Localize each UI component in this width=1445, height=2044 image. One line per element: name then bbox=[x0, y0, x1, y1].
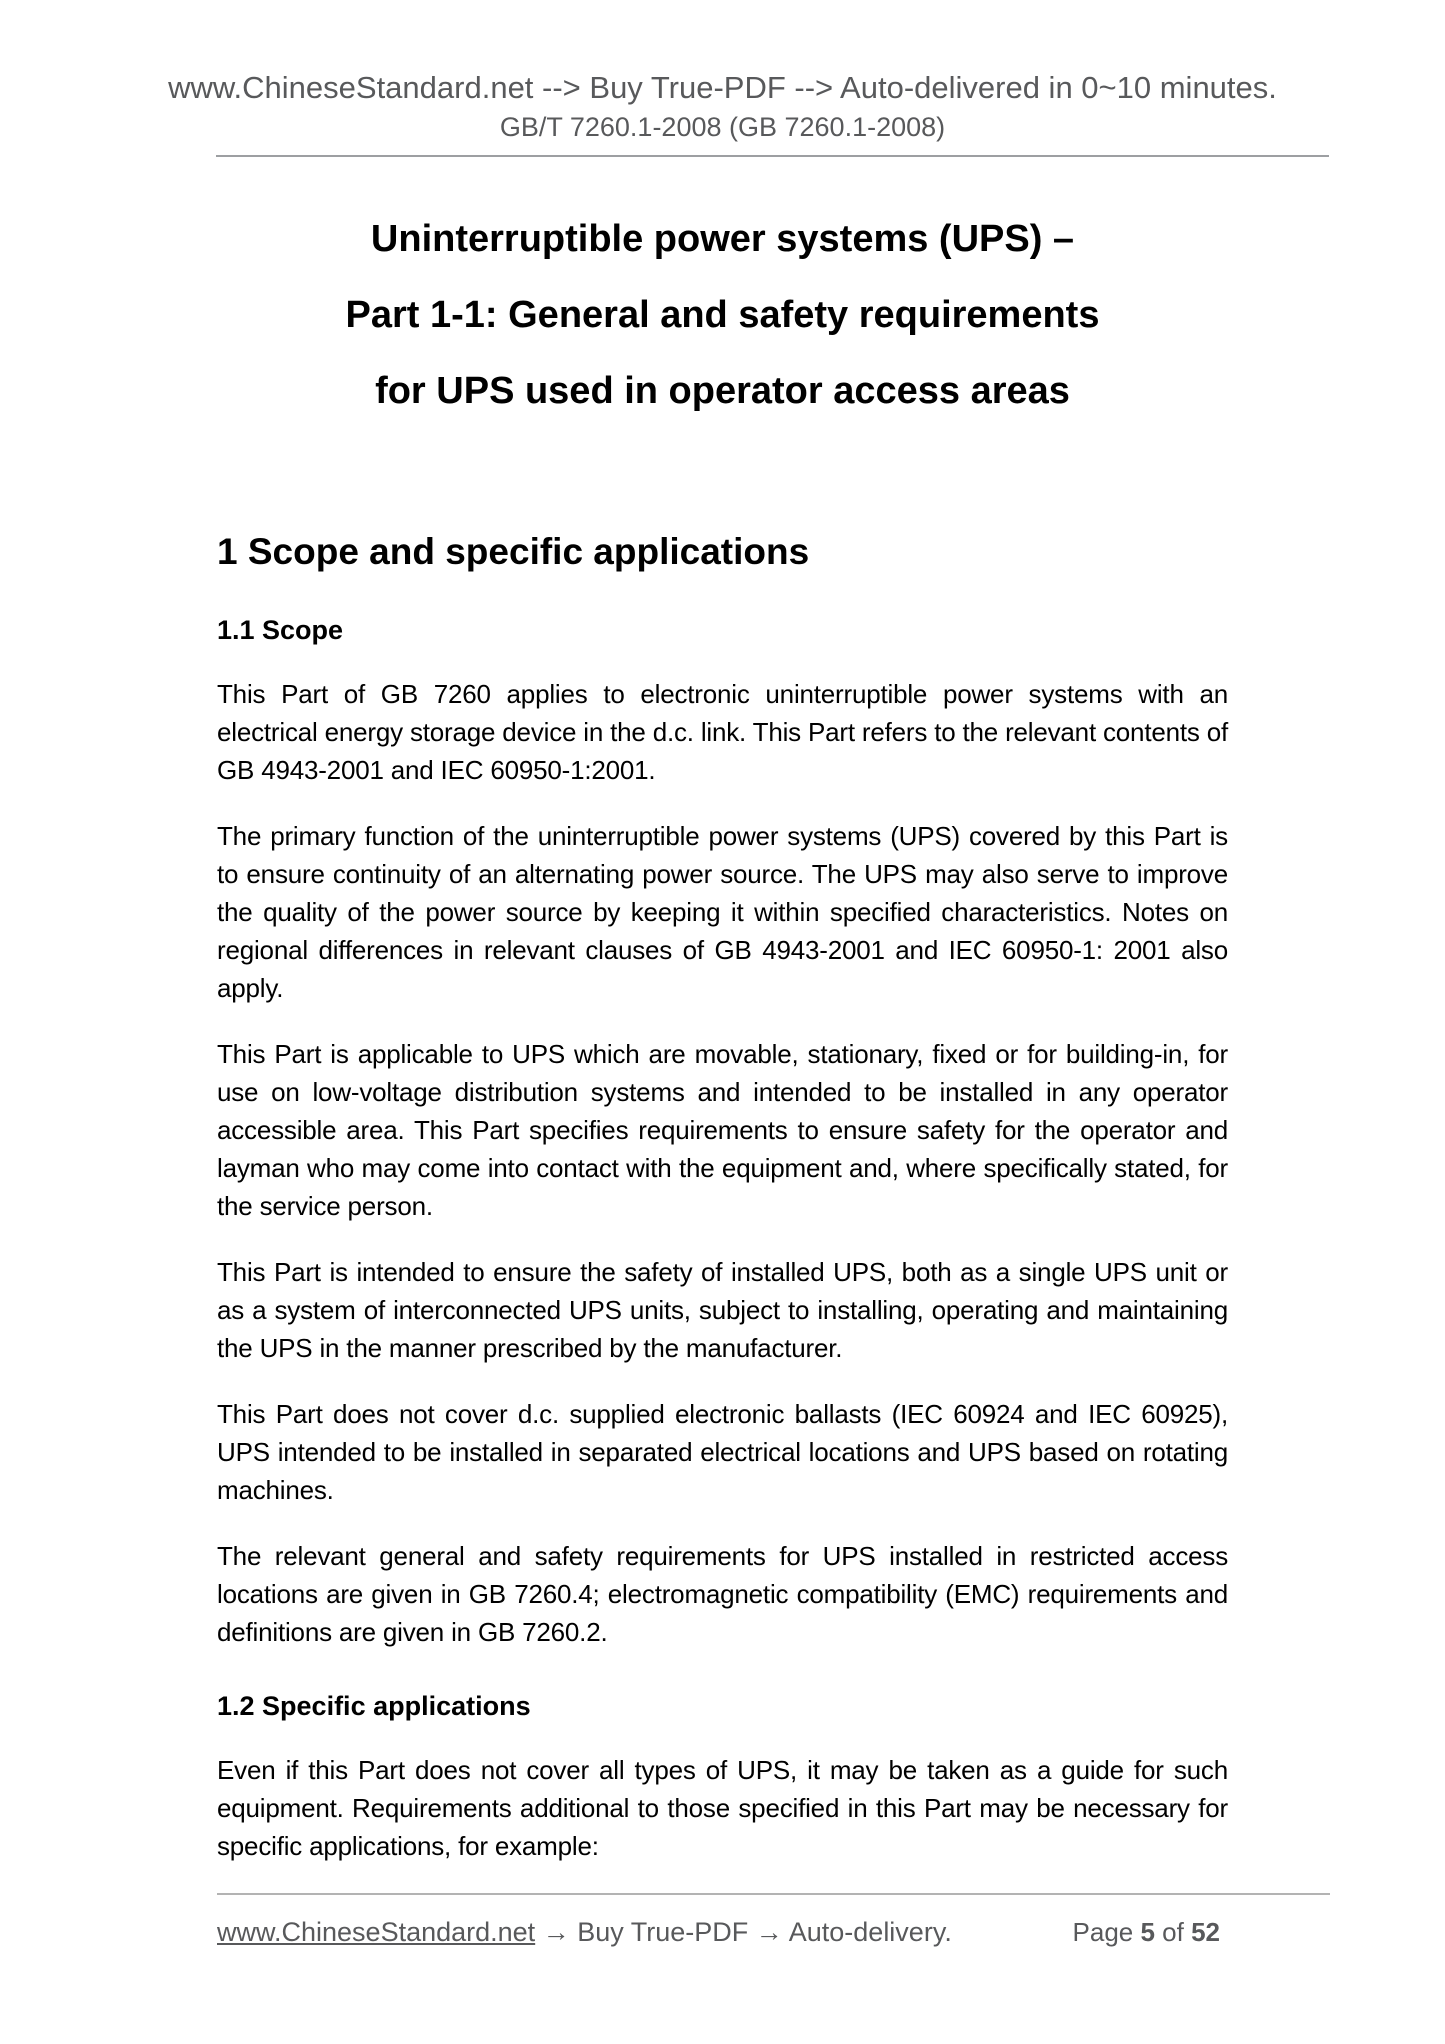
footer-page-of: of bbox=[1154, 1917, 1192, 1947]
header-standard-number: GB/T 7260.1-2008 (GB 7260.1-2008) bbox=[499, 112, 946, 142]
document-body bbox=[217, 529, 1228, 1865]
page-header bbox=[0, 0, 1445, 142]
footer-delivery-text: → Buy True-PDF → Auto-delivery. bbox=[535, 1917, 952, 1947]
footer-page-indicator bbox=[1073, 1917, 1220, 1948]
footer-page-current: 5 bbox=[1140, 1917, 1155, 1947]
page-footer bbox=[217, 1893, 1330, 1948]
footer-page-total: 52 bbox=[1191, 1917, 1220, 1947]
paragraph-scope-6: The relevant general and safety requirements for UPS installed in restricted access locations are given in GB 7260.4; electromagnetic compatibility (EMC) requirements and definitions are given in GB 7260.2. bbox=[217, 1541, 1228, 1647]
subsection-heading-scope: 1.1 Scope bbox=[217, 615, 344, 645]
document-title bbox=[0, 201, 1445, 429]
paragraph-scope-2: The primary function of the uninterruptible power systems (UPS) covered by this Part is to ensure continuity of an alternating power source. The UPS may also serve to improve the quality of the power source by keeping it within specified characteristics. Notes on regional differences in relevant clauses of GB 4943-2001 and IEC 60950-1: 2001 also apply. bbox=[217, 821, 1228, 1003]
paragraph-scope-3: This Part is applicable to UPS which are movable, stationary, fixed or for building-in, for use on low-voltage distribution systems and intended to be installed in any operator accessible area. This Part specifies requirements to ensure safety for the operator and layman who may come into contact with the equipment and, where specifically stated, for the service person. bbox=[217, 1039, 1228, 1221]
document-title-line-3: for UPS used in operator access areas bbox=[375, 370, 1070, 412]
header-site-line: www.ChineseStandard.net --> Buy True-PDF --> Auto-delivered in 0~10 minutes. bbox=[168, 70, 1277, 105]
footer-page-label: Page bbox=[1072, 1917, 1141, 1947]
document-title-line-2: Part 1-1: General and safety requirements bbox=[345, 294, 1100, 336]
footer-website-link[interactable]: www.ChineseStandard.net bbox=[217, 1917, 536, 1947]
paragraph-scope-5: This Part does not cover d.c. supplied electronic ballasts (IEC 60924 and IEC 60925), UPS intended to be installed in separated electrical locations and UPS based on rotating machines. bbox=[217, 1399, 1228, 1505]
paragraph-scope-4: This Part is intended to ensure the safety of installed UPS, both as a single UPS unit or as a system of interconnected UPS units, subject to installing, operating and maintaining the UPS in the manner prescribed by the manufacturer. bbox=[217, 1257, 1228, 1363]
section-heading-scope-and-applications: 1 Scope and specific applications bbox=[217, 531, 810, 572]
subsection-heading-specific-applications: 1.2 Specific applications bbox=[217, 1691, 531, 1721]
header-divider bbox=[216, 155, 1329, 157]
paragraph-specific-applications-1: Even if this Part does not cover all types of UPS, it may be taken as a guide for such equipment. Requirements additional to those specified in this Part may be necessary for specific applications, for example: bbox=[217, 1755, 1228, 1861]
document-title-line-1: Uninterruptible power systems (UPS) – bbox=[370, 218, 1075, 260]
paragraph-scope-1: This Part of GB 7260 applies to electronic uninterruptible power systems with an electrical energy storage device in the d.c. link. This Part refers to the relevant contents of GB 4943-2001 and IEC 60950-1:2001. bbox=[217, 679, 1228, 785]
footer-source-line bbox=[217, 1917, 952, 1948]
